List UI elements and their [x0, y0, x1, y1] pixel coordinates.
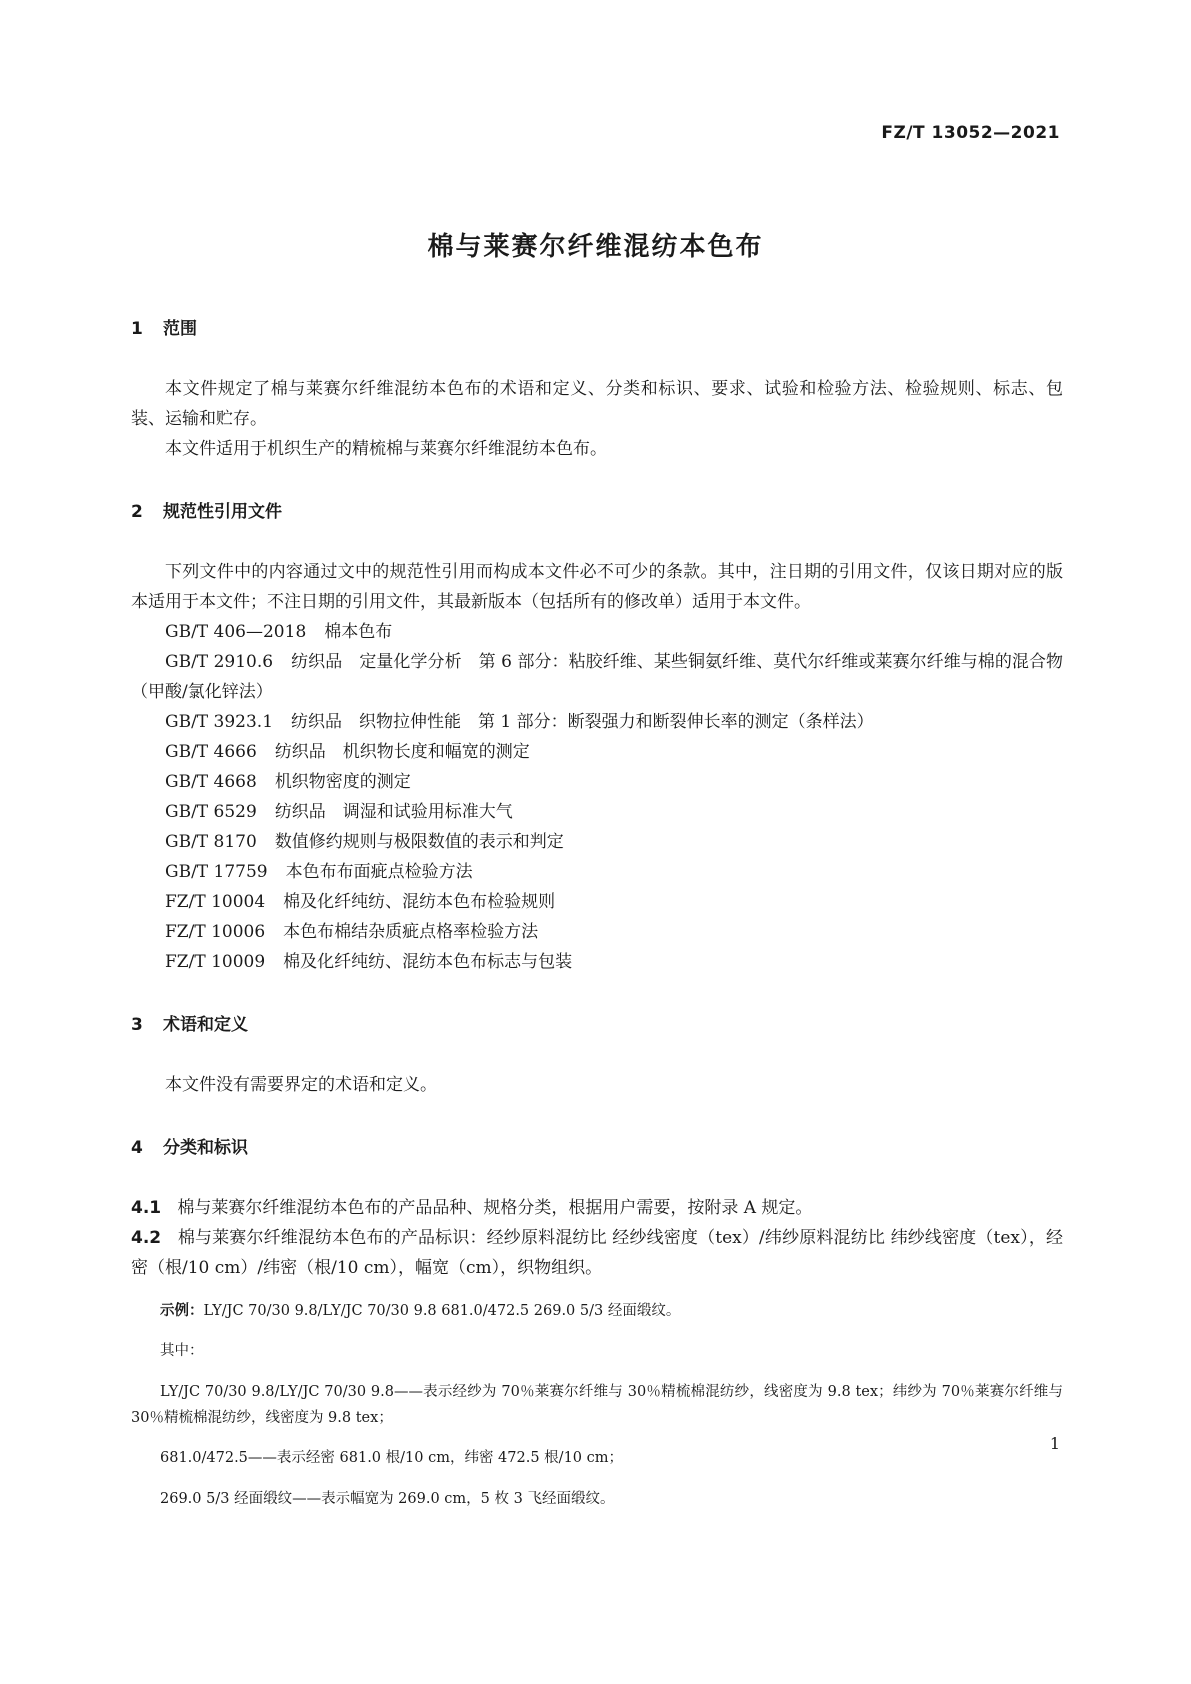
clause-text: 棉与莱赛尔纤维混纺本色布的产品标识：经纱原料混纺比 经纱线密度（tex）/纬纱原料混纺比 纬纱线密度（tex），经密（根/10 cm）/纬密（根/10 cm），幅宽（cm），织物组织。 [131, 1228, 1063, 1278]
paragraph: 本文件适用于机织生产的精梳棉与莱赛尔纤维混纺本色布。 [165, 439, 607, 459]
reference-code: GB/T 4666 [165, 742, 257, 762]
reference-item [131, 767, 1063, 797]
document-body [131, 314, 1063, 1526]
section-title: 范围 [163, 319, 197, 339]
reference-item [131, 797, 1063, 827]
section-3-heading [131, 1010, 1063, 1040]
reference-title: 棉本色布 [324, 622, 393, 642]
reference-title: 棉及化纤纯纺、混纺本色布检验规则 [283, 892, 556, 912]
reference-title: 数值修约规则与极限数值的表示和判定 [274, 832, 564, 852]
reference-title: 纺织品 织物拉伸性能 第 1 部分：断裂强力和断裂伸长率的测定（条样法） [291, 712, 874, 732]
clause-4-1 [131, 1193, 1063, 1223]
reference-title: 棉及化纤纯纺、混纺本色布标志与包装 [283, 952, 573, 972]
clause-4-2 [131, 1223, 1063, 1283]
section-title: 分类和标识 [163, 1138, 248, 1158]
document-title: 棉与莱赛尔纤维混纺本色布 [427, 232, 764, 262]
reference-code: FZ/T 10009 [165, 952, 266, 972]
paragraph: 本文件没有需要界定的术语和定义。 [165, 1075, 437, 1095]
reference-title: 本色布布面疵点检验方法 [285, 862, 473, 882]
example-text: LY/JC 70/30 9.8/LY/JC 70/30 9.8 681.0/472.5 269.0 5/3 经面缎纹。 [203, 1302, 681, 1319]
paragraph: 本文件规定了棉与莱赛尔纤维混纺本色布的术语和定义、分类和标识、要求、试验和检验方法、检验规则、标志、包装、运输和贮存。 [131, 379, 1063, 429]
example [131, 1298, 1063, 1324]
section-number: 3 [131, 1015, 143, 1035]
reference-item [131, 827, 1063, 857]
section-4-heading [131, 1133, 1063, 1163]
reference-item [131, 647, 1063, 707]
section-1-heading [131, 314, 1063, 344]
reference-item [131, 737, 1063, 767]
reference-code: GB/T 8170 [165, 832, 257, 852]
reference-item [131, 947, 1063, 977]
reference-code: FZ/T 10006 [165, 922, 266, 942]
section-title: 规范性引用文件 [163, 502, 282, 522]
example-label: 示例： [160, 1302, 204, 1319]
reference-code: FZ/T 10004 [165, 892, 266, 912]
reference-code: GB/T 6529 [165, 802, 257, 822]
clause-number: 4.2 [131, 1228, 162, 1248]
reference-code: GB/T 17759 [165, 862, 268, 882]
section-number: 4 [131, 1138, 143, 1158]
paragraph: 下列文件中的内容通过文中的规范性引用而构成本文件必不可少的条款。其中，注日期的引用文件，仅该日期对应的版本适用于本文件；不注日期的引用文件，其最新版本（包括所有的修改单）适用于本文件。 [131, 562, 1063, 612]
example-explanation: 269.0 5/3 经面缎纹——表示幅宽为 269.0 cm，5 枚 3 飞经面缎纹。 [160, 1490, 615, 1507]
reference-item [131, 857, 1063, 887]
reference-item [131, 917, 1063, 947]
section-2-heading [131, 497, 1063, 527]
reference-item [131, 617, 1063, 647]
reference-code: GB/T 4668 [165, 772, 257, 792]
section-number: 1 [131, 319, 143, 339]
where-label: 其中： [160, 1343, 204, 1359]
example-explanation: 681.0/472.5——表示经密 681.0 根/10 cm，纬密 472.5 根/10 cm； [160, 1450, 623, 1466]
standard-number: FZ/T 13052—2021 [881, 123, 1060, 143]
reference-title: 纺织品 定量化学分析 第 6 部分：粘胶纤维、某些铜氨纤维、莫代尔纤维或莱赛尔纤维与棉的混合物（甲酸/氯化锌法） [131, 652, 1063, 702]
clause-text: 棉与莱赛尔纤维混纺本色布的产品品种、规格分类，根据用户需要，按附录 A 规定。 [177, 1198, 813, 1218]
reference-code: GB/T 2910.6 [165, 652, 274, 672]
reference-title: 纺织品 机织物长度和幅宽的测定 [274, 742, 530, 762]
reference-title: 本色布棉结杂质疵点格率检验方法 [283, 922, 539, 942]
reference-item [131, 707, 1063, 737]
page-number: 1 [1049, 1434, 1060, 1453]
section-title: 术语和定义 [163, 1015, 248, 1035]
section-number: 2 [131, 502, 143, 522]
example-explanation: LY/JC 70/30 9.8/LY/JC 70/30 9.8——表示经纱为 70％莱赛尔纤维与 30％精梳棉混纺纱，线密度为 9.8 tex；纬纱为 70％莱赛尔纤维与 30％精梳棉混纺纱，线密度为 9.8 tex； [131, 1383, 1063, 1426]
reference-title: 机织物密度的测定 [274, 772, 411, 792]
clause-number: 4.1 [131, 1198, 162, 1218]
reference-code: GB/T 406—2018 [165, 622, 307, 642]
reference-item [131, 887, 1063, 917]
reference-title: 纺织品 调湿和试验用标准大气 [274, 802, 513, 822]
reference-code: GB/T 3923.1 [165, 712, 274, 732]
